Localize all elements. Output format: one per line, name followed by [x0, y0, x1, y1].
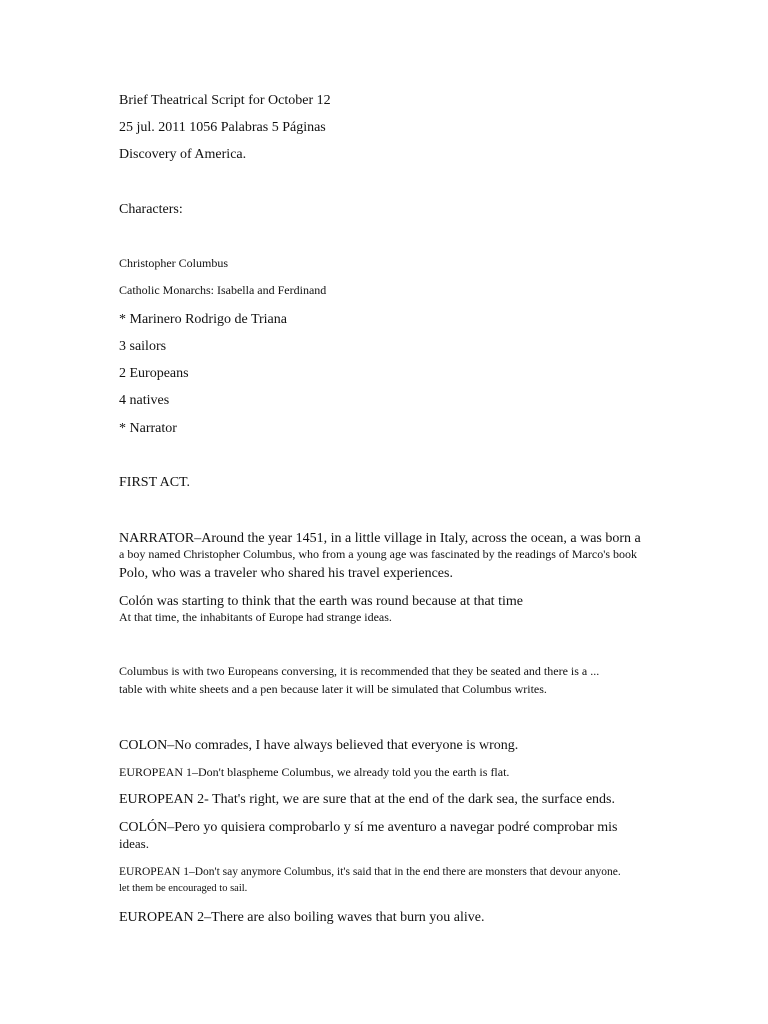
narration-line: a boy named Christopher Columbus, who from a young age was fascinated by the readings of Marco's book — [119, 547, 638, 561]
dialogue-line: let them be encouraged to sail. — [119, 883, 248, 894]
dialogue-line: EUROPEAN 1–Don't blaspheme Columbus, we already told you the earth is flat. — [119, 765, 510, 779]
dialogue-line: EUROPEAN 2- That's right, we are sure that at the end of the dark sea, the surface ends. — [119, 792, 615, 807]
characters-heading: Characters: — [119, 202, 183, 217]
character-item: * Marinero Rodrigo de Triana — [119, 312, 287, 327]
document-subtitle: Discovery of America. — [119, 147, 247, 162]
character-item: Christopher Columbus — [119, 256, 229, 270]
dialogue-line: ideas. — [119, 836, 149, 851]
narration-line: At that time, the inhabitants of Europe had strange ideas. — [119, 610, 392, 624]
stage-direction-line: table with white sheets and a pen because later it will be simulated that Columbus writes. — [119, 682, 547, 696]
dialogue-line: COLÓN–Pero yo quisiera comprobarlo y sí me aventuro a navegar podré comprobar mis — [119, 820, 618, 835]
stage-direction-line: Columbus is with two Europeans conversing, it is recommended that they be seated and there is a ... — [119, 664, 600, 678]
narration-line: Colón was starting to think that the earth was round because at that time — [119, 594, 523, 609]
character-item: 3 sailors — [119, 339, 167, 354]
character-item: Catholic Monarchs: Isabella and Ferdinand — [119, 283, 327, 297]
dialogue-line: EUROPEAN 2–There are also boiling waves that burn you alive. — [119, 910, 485, 925]
character-item: 4 natives — [119, 393, 170, 408]
dialogue-line: EUROPEAN 1–Don't say anymore Columbus, it's said that in the end there are monsters that devour anyone. — [119, 866, 621, 878]
document-title: Brief Theatrical Script for October 12 — [119, 93, 331, 108]
dialogue-line: COLON–No comrades, I have always believed that everyone is wrong. — [119, 738, 519, 753]
character-item: * Narrator — [119, 421, 177, 436]
narration-line: NARRATOR–Around the year 1451, in a little village in Italy, across the ocean, a was born a — [119, 531, 641, 546]
character-item: 2 Europeans — [119, 366, 189, 381]
document-meta: 25 jul. 2011 1056 Palabras 5 Páginas — [119, 120, 326, 135]
act-heading: FIRST ACT. — [119, 475, 191, 490]
narration-line: Polo, who was a traveler who shared his travel experiences. — [119, 566, 453, 581]
